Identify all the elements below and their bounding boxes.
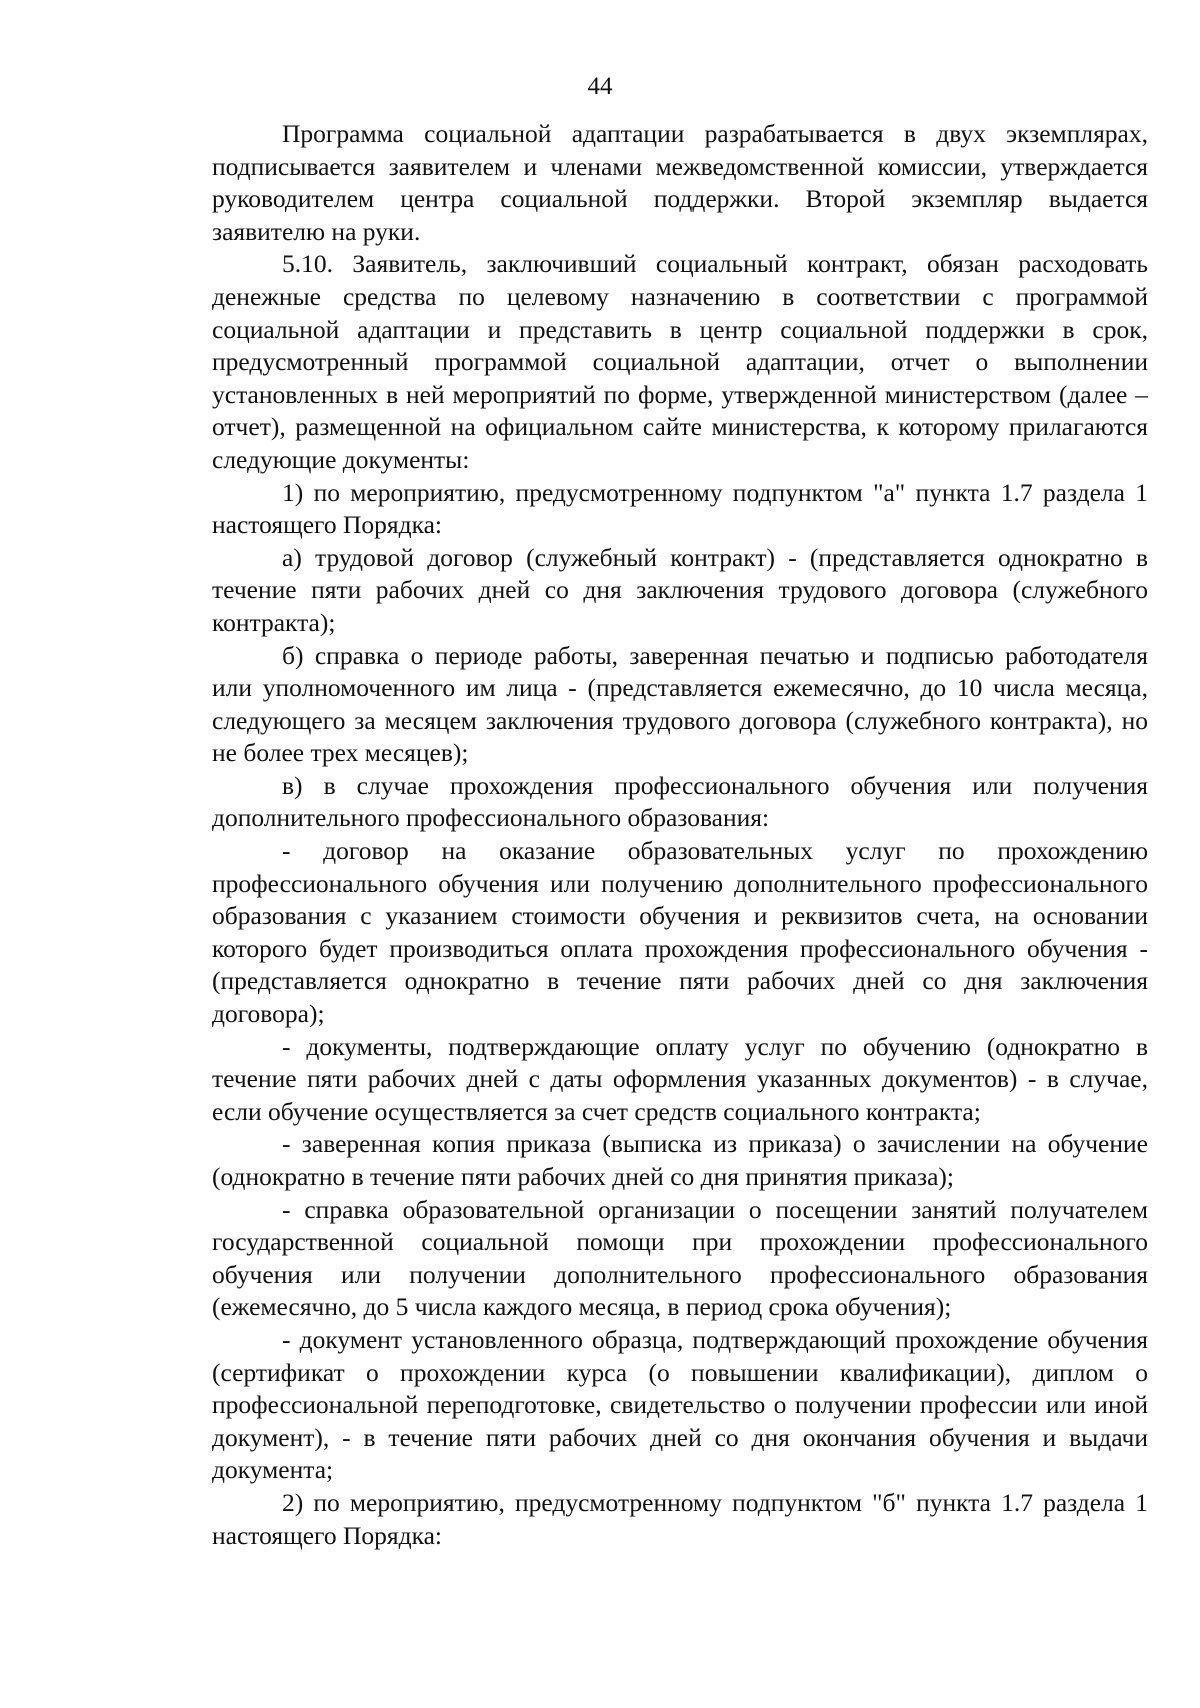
list-item-enrollment-order: - заверенная копия приказа (выписка из приказа) о зачислении на обучение (однократно в течение пяти рабочих дней со дня принятия приказа); [212, 1129, 1148, 1191]
list-item-education-contract: - договор на оказание образовательных услуг по прохождению профессионального обучения или получению дополнительного профессионального образования с указанием стоимости обучения и реквизитов счета, на основании которого будет производиться оплата прохождения профессионального обучения - (представляется однократно в течение пяти рабочих дней со дня заключения договора); [212, 836, 1148, 1029]
paragraph-item-1b: б) справка о периоде работы, заверенная печатью и подписью работодателя или уполномоченного им лица - (представляется ежемесячно, до 10 числа месяца, следующего за месяцем заключения трудового договора (служебного контракта), но не более трех месяцев); [212, 640, 1148, 768]
paragraph-item-1a: а) трудовой договор (служебный контракт) - (представляется однократно в течение пяти рабочих дней со дня заключения трудового договора (служебного контракта); [212, 542, 1148, 637]
page-number: 44 [587, 73, 613, 100]
paragraph-item-1: 1) по мероприятию, предусмотренному подпунктом "а" пункта 1.7 раздела 1 настоящего Порядка: [212, 477, 1148, 540]
list-item-completion-document: - документ установленного образца, подтверждающий прохождение обучения (сертификат о прохождении курса (о повышении квалификации), диплом о профессиональной переподготовке, свидетельство о получении профессии или иной документ), - в течение пяти рабочих дней со дня окончания обучения и выдачи документа; [212, 1324, 1148, 1485]
paragraph-5-10: 5.10. Заявитель, заключивший социальный контракт, обязан расходовать денежные средства по целевому назначению в соответствии с программой социальной адаптации и представить в центр социальной поддержки в срок, предусмотренный программой социальной адаптации, отчет о выполнении установленных в ней мероприятий по форме, утвержденной министерством (далее – отчет), размещенной на официальном сайте министерства, к которому прилагаются следующие документы: [212, 249, 1148, 474]
list-item-payment-documents: - документы, подтверждающие оплату услуг по обучению (однократно в течение пяти рабочих дней с даты оформления указанных документов) - в случае, если обучение осуществляется за счет средств социального контракта; [212, 1031, 1148, 1126]
paragraph-program-copies: Программа социальной адаптации разрабатывается в двух экземплярах, подписывается заявителем и членами межведомственной комиссии, утверждается руководителем центра социальной поддержки. Второй экземпляр выдается заявителю на руки. [212, 119, 1148, 246]
list-item-attendance-certificate: - справка образовательной организации о посещении занятий получателем государственной социальной помощи при прохождении профессионального обучения или получении дополнительного профессионального образования (ежемесячно, до 5 числа каждого месяца, в период срока обучения); [212, 1194, 1148, 1322]
paragraph-item-1v: в) в случае прохождения профессионального обучения или получения дополнительного профессионального образования: [212, 770, 1148, 833]
paragraph-item-2: 2) по мероприятию, предусмотренному подпунктом "б" пункта 1.7 раздела 1 настоящего Порядка: [212, 1487, 1148, 1550]
document-body [212, 118, 1148, 1552]
